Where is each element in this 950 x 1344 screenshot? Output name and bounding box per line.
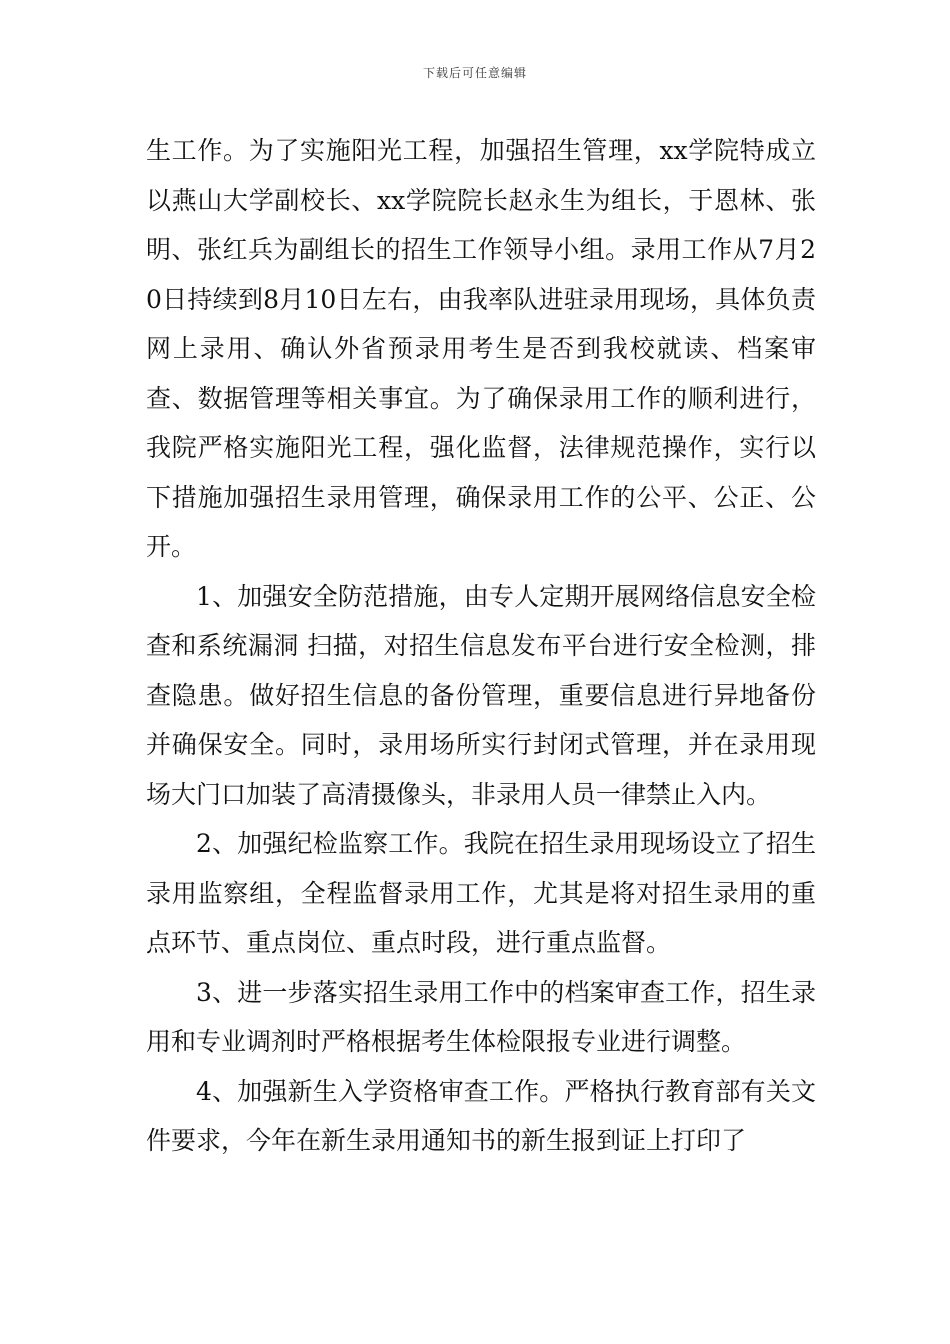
page-header: 下载后可任意编辑 (422, 66, 527, 80)
document-body (146, 126, 816, 1166)
paragraph-item-2: 2、加强纪检监察工作。我院在招生录用现场设立了招生录用监察组，全程监督录用工作，尤其是将对招生录用的重点环节、重点岗位、重点时段，进行重点监督。 (146, 829, 816, 957)
paragraph-item-4: 4、加强新生入学资格审查工作。严格执行教育部有关文件要求，今年在新生录用通知书的新生报到证上打印了 (146, 1076, 816, 1155)
paragraph-intro: 生工作。为了实施阳光工程，加强招生管理，xx学院特成立以燕山大学副校长、xx学院院长赵永生为组长，于恩林、张明、张红兵为副组长的招生工作领导小组。录用工作从7月20日持续到8月10日左右，由我率队进驻录用现场，具体负责网上录用、确认外省预录用考生是否到我校就读、档案审查、数据管理等相关事宜。为了确保录用工作的顺利进行，我院严格实施阳光工程，强化监督，法律规范操作，实行以下措施加强招生录用管理，确保录用工作的公平、公正、公开。 (146, 136, 816, 561)
paragraph-item-3: 3、进一步落实招生录用工作中的档案审查工作，招生录用和专业调剂时严格根据考生体检限报专业进行调整。 (146, 977, 816, 1056)
paragraph-item-1: 1、加强安全防范措施，由专人定期开展网络信息安全检查和系统漏洞 扫描，对招生信息发布平台进行安全检测，排查隐患。做好招生信息的备份管理，重要信息进行异地备份并确保安全。同时，录用场所实行封闭式管理，并在录用现场大门口加装了高清摄像头，非录用人员一律禁止入内。 (146, 581, 816, 809)
